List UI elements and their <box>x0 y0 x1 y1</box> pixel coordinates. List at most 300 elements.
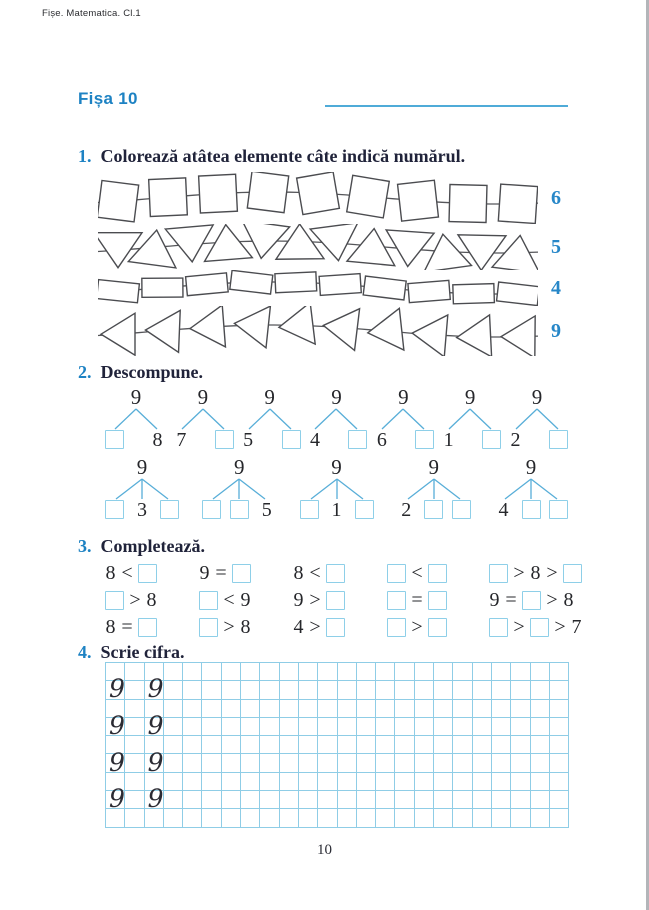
grid-cell[interactable] <box>202 754 221 772</box>
operator: > <box>129 589 141 611</box>
grid-cell[interactable] <box>357 754 376 772</box>
grid-cell[interactable] <box>473 700 492 718</box>
grid-cell[interactable] <box>492 663 511 681</box>
grid-cell[interactable] <box>511 663 530 681</box>
grid-cell[interactable] <box>241 754 260 772</box>
grid-cell[interactable] <box>338 736 357 754</box>
answer-box[interactable] <box>489 618 508 637</box>
grid-cell[interactable] <box>280 754 299 772</box>
grid-cell[interactable] <box>260 718 279 736</box>
rectangle-shape[interactable] <box>408 280 450 302</box>
grid-cell[interactable] <box>531 681 550 699</box>
grid-cell[interactable] <box>183 809 202 827</box>
answer-box[interactable] <box>105 500 124 519</box>
grid-cell[interactable] <box>473 754 492 772</box>
grid-cell[interactable] <box>415 736 434 754</box>
grid-cell[interactable] <box>395 718 414 736</box>
grid-cell[interactable] <box>280 681 299 699</box>
grid-cell[interactable] <box>453 700 472 718</box>
grid-cell[interactable] <box>550 791 569 809</box>
grid-cell[interactable] <box>299 736 318 754</box>
grid-cell[interactable] <box>492 773 511 791</box>
operator: < <box>309 562 321 584</box>
tree-children <box>105 430 167 452</box>
grid-cell[interactable] <box>299 700 318 718</box>
exercise2-title-text: Descompune. <box>100 362 203 382</box>
given-number: 9 <box>489 589 500 611</box>
grid-cell[interactable] <box>395 754 414 772</box>
given-number: 3 <box>137 499 147 521</box>
grid-cell[interactable] <box>376 736 395 754</box>
decomposition-tree <box>105 456 179 522</box>
grid-cell[interactable] <box>550 809 569 827</box>
grid-cell[interactable] <box>376 681 395 699</box>
answer-box[interactable] <box>428 564 447 583</box>
answer-box[interactable] <box>415 430 434 449</box>
operator: = <box>121 616 133 638</box>
grid-cell[interactable] <box>318 700 337 718</box>
answer-box[interactable] <box>387 591 406 610</box>
answer-box[interactable] <box>138 618 157 637</box>
grid-cell[interactable] <box>531 809 550 827</box>
grid-cell[interactable] <box>260 681 279 699</box>
rectangle-shape[interactable] <box>453 284 495 304</box>
triangle-left-shape[interactable] <box>145 309 181 352</box>
grid-cell[interactable] <box>511 681 530 699</box>
grid-cell[interactable] <box>473 663 492 681</box>
given-number: 9 <box>240 589 251 611</box>
rectangle-shape[interactable] <box>186 273 229 296</box>
grid-cell[interactable] <box>531 773 550 791</box>
grid-cell[interactable] <box>376 700 395 718</box>
answer-box[interactable] <box>387 564 406 583</box>
grid-cell[interactable] <box>222 754 241 772</box>
grid-cell[interactable] <box>125 736 144 754</box>
answer-box[interactable] <box>530 618 549 637</box>
grid-cell[interactable] <box>241 681 260 699</box>
grid-cell[interactable] <box>434 718 453 736</box>
tree-branches-icon <box>439 408 501 430</box>
grid-cell[interactable] <box>492 718 511 736</box>
answer-box[interactable] <box>282 430 301 449</box>
grid-cell[interactable] <box>299 663 318 681</box>
grid-cell[interactable] <box>125 681 144 699</box>
answer-box[interactable] <box>482 430 501 449</box>
grid-cell[interactable] <box>338 681 357 699</box>
grid-cell[interactable] <box>222 736 241 754</box>
grid-cell[interactable] <box>241 718 260 736</box>
grid-cell[interactable] <box>453 773 472 791</box>
grid-cell[interactable] <box>415 773 434 791</box>
grid-cell[interactable] <box>550 773 569 791</box>
grid-cell[interactable] <box>202 718 221 736</box>
answer-box[interactable] <box>105 591 124 610</box>
grid-cell[interactable] <box>550 736 569 754</box>
grid-cell[interactable] <box>260 773 279 791</box>
triangle-left-shape[interactable] <box>366 308 404 353</box>
square-shape[interactable] <box>98 181 139 222</box>
grid-cell[interactable] <box>202 700 221 718</box>
decomposition-tree <box>397 456 471 522</box>
grid-cell[interactable] <box>241 809 260 827</box>
square-shape[interactable] <box>347 175 390 218</box>
answer-box[interactable] <box>348 430 367 449</box>
grid-cell[interactable] <box>338 791 357 809</box>
grid-cell[interactable] <box>550 718 569 736</box>
grid-cell[interactable] <box>376 754 395 772</box>
grid-cell[interactable] <box>241 736 260 754</box>
grid-cell[interactable] <box>318 681 337 699</box>
grid-cell[interactable] <box>338 754 357 772</box>
grid-cell[interactable] <box>473 681 492 699</box>
grid-cell[interactable] <box>164 663 183 681</box>
grid-cell[interactable] <box>183 773 202 791</box>
grid-cell[interactable] <box>531 791 550 809</box>
grid-cell[interactable] <box>164 754 183 772</box>
grid-cell[interactable] <box>299 681 318 699</box>
grid-cell[interactable] <box>492 809 511 827</box>
grid-cell[interactable] <box>357 663 376 681</box>
grid-cell[interactable] <box>280 773 299 791</box>
tree-top-number: 9 <box>331 455 342 479</box>
grid-cell[interactable] <box>434 791 453 809</box>
grid-cell[interactable] <box>164 791 183 809</box>
grid-cell[interactable] <box>550 700 569 718</box>
grid-cell[interactable] <box>318 718 337 736</box>
grid-cell[interactable] <box>395 700 414 718</box>
tree-branches-icon <box>494 478 568 500</box>
grid-cell[interactable] <box>376 791 395 809</box>
grid-cell[interactable] <box>376 773 395 791</box>
grid-cell[interactable] <box>453 736 472 754</box>
grid-cell[interactable] <box>531 718 550 736</box>
grid-cell[interactable] <box>299 718 318 736</box>
grid-cell[interactable] <box>415 663 434 681</box>
grid-cell[interactable] <box>299 754 318 772</box>
grid-cell[interactable] <box>164 736 183 754</box>
answer-box[interactable] <box>138 564 157 583</box>
page-number: 10 <box>317 842 332 858</box>
grid-cell[interactable] <box>376 718 395 736</box>
grid-cell[interactable] <box>183 736 202 754</box>
shape-chain-square <box>98 172 538 224</box>
tree-children <box>506 430 568 452</box>
grid-cell[interactable] <box>357 736 376 754</box>
answer-box[interactable] <box>563 564 582 583</box>
answer-box[interactable] <box>199 618 218 637</box>
grid-cell[interactable] <box>357 791 376 809</box>
grid-cell[interactable] <box>357 700 376 718</box>
chain-row-triangle-left <box>98 306 574 356</box>
grid-cell[interactable] <box>511 809 530 827</box>
grid-cell[interactable] <box>492 681 511 699</box>
grid-cell[interactable] <box>531 663 550 681</box>
answer-box[interactable] <box>326 591 345 610</box>
grid-cell[interactable] <box>125 718 144 736</box>
grid-cell[interactable] <box>511 718 530 736</box>
comparison-item <box>105 560 157 587</box>
tree-branches-icon <box>372 408 434 430</box>
answer-box[interactable] <box>105 430 124 449</box>
grid-cell[interactable] <box>318 773 337 791</box>
comparison-column <box>387 560 447 641</box>
grid-cell[interactable] <box>338 773 357 791</box>
triangle-left-shape[interactable] <box>321 306 360 350</box>
grid-cell[interactable] <box>164 773 183 791</box>
answer-box[interactable] <box>326 564 345 583</box>
grid-cell[interactable] <box>183 700 202 718</box>
grid-cell[interactable] <box>222 700 241 718</box>
grid-cell[interactable] <box>376 809 395 827</box>
comparison-column <box>293 560 345 641</box>
tree-top-number: 9 <box>398 385 409 409</box>
grid-cell[interactable] <box>318 754 337 772</box>
grid-cell[interactable] <box>338 809 357 827</box>
grid-cell[interactable] <box>241 791 260 809</box>
grid-cell[interactable] <box>338 700 357 718</box>
grid-cell[interactable] <box>260 663 279 681</box>
grid-cell[interactable] <box>531 700 550 718</box>
grid-cell[interactable] <box>202 791 221 809</box>
grid-cell[interactable] <box>415 809 434 827</box>
grid-cell[interactable] <box>395 681 414 699</box>
model-digit: 9 <box>147 747 164 777</box>
grid-cell[interactable] <box>415 718 434 736</box>
grid-cell[interactable] <box>338 663 357 681</box>
grid-cell[interactable] <box>280 736 299 754</box>
comparison-item <box>387 560 447 587</box>
grid-cell[interactable] <box>260 736 279 754</box>
given-number: 8 <box>152 429 163 451</box>
grid-cell[interactable] <box>125 663 144 681</box>
grid-cell[interactable] <box>434 773 453 791</box>
grid-cell[interactable] <box>550 681 569 699</box>
exercise1-number: 1. <box>78 146 92 166</box>
grid-cell[interactable] <box>299 791 318 809</box>
grid-cell[interactable] <box>453 809 472 827</box>
square-shape[interactable] <box>247 172 288 213</box>
grid-cell[interactable] <box>453 754 472 772</box>
grid-cell[interactable] <box>318 736 337 754</box>
grid-cell[interactable] <box>492 754 511 772</box>
operator: = <box>215 562 227 584</box>
grid-cell[interactable] <box>241 700 260 718</box>
rectangle-shape[interactable] <box>275 272 317 293</box>
grid-cell[interactable] <box>338 718 357 736</box>
grid-cell[interactable] <box>222 809 241 827</box>
grid-cell[interactable] <box>415 754 434 772</box>
rectangle-shape[interactable] <box>319 274 361 296</box>
grid-cell[interactable] <box>280 809 299 827</box>
grid-cell[interactable] <box>453 791 472 809</box>
grid-cell[interactable] <box>222 773 241 791</box>
grid-cell[interactable] <box>164 809 183 827</box>
grid-cell[interactable] <box>299 809 318 827</box>
grid-cell[interactable] <box>395 736 414 754</box>
grid-cell[interactable] <box>280 791 299 809</box>
grid-cell[interactable] <box>357 809 376 827</box>
answer-box[interactable] <box>355 500 374 519</box>
grid-cell[interactable] <box>222 663 241 681</box>
triangle-left-shape[interactable] <box>188 306 225 350</box>
grid-cell[interactable] <box>260 700 279 718</box>
grid-cell[interactable] <box>492 700 511 718</box>
answer-box[interactable] <box>202 500 221 519</box>
grid-cell[interactable] <box>318 791 337 809</box>
grid-cell[interactable] <box>357 681 376 699</box>
answer-box[interactable] <box>387 618 406 637</box>
square-shape[interactable] <box>297 172 340 215</box>
grid-cell[interactable] <box>318 663 337 681</box>
answer-box[interactable] <box>199 591 218 610</box>
given-number: 8 <box>240 616 251 638</box>
grid-cell[interactable] <box>473 773 492 791</box>
grid-cell[interactable] <box>183 681 202 699</box>
rectangle-shape[interactable] <box>98 280 139 303</box>
given-number: 6 <box>376 429 387 451</box>
grid-cell[interactable] <box>260 754 279 772</box>
answer-box[interactable] <box>232 564 251 583</box>
grid-cell[interactable] <box>492 791 511 809</box>
grid-cell[interactable] <box>202 736 221 754</box>
grid-cell[interactable] <box>125 773 144 791</box>
answer-box[interactable] <box>489 564 508 583</box>
grid-cell[interactable] <box>125 791 144 809</box>
grid-cell[interactable] <box>164 681 183 699</box>
grid-cell[interactable] <box>183 791 202 809</box>
answer-box[interactable] <box>326 618 345 637</box>
grid-cell[interactable] <box>164 718 183 736</box>
square-shape[interactable] <box>449 185 487 223</box>
square-shape[interactable] <box>398 180 439 221</box>
grid-cell[interactable] <box>183 754 202 772</box>
grid-cell[interactable] <box>511 736 530 754</box>
grid-cell[interactable] <box>376 663 395 681</box>
grid-cell[interactable] <box>280 700 299 718</box>
grid-cell[interactable] <box>222 681 241 699</box>
square-shape[interactable] <box>149 178 188 217</box>
triangle-left-shape[interactable] <box>456 315 492 356</box>
chain-row-rectangle <box>98 270 574 306</box>
rectangle-shape[interactable] <box>363 276 406 300</box>
grid-cell[interactable] <box>473 791 492 809</box>
grid-cell[interactable] <box>183 718 202 736</box>
answer-box[interactable] <box>522 500 541 519</box>
triangle-left-shape[interactable] <box>101 313 135 355</box>
grid-cell[interactable] <box>164 700 183 718</box>
rectangle-shape[interactable] <box>497 282 538 306</box>
triangle-left-shape[interactable] <box>501 316 535 356</box>
rectangle-shape[interactable] <box>142 278 183 297</box>
grid-cell[interactable] <box>492 736 511 754</box>
grid-cell[interactable] <box>473 736 492 754</box>
grid-cell[interactable] <box>395 791 414 809</box>
grid-cell[interactable] <box>434 809 453 827</box>
grid-cell[interactable] <box>415 791 434 809</box>
grid-cell[interactable] <box>241 663 260 681</box>
grid-cell[interactable] <box>434 736 453 754</box>
grid-cell[interactable] <box>280 718 299 736</box>
rectangle-shape[interactable] <box>230 270 273 294</box>
grid-cell[interactable] <box>531 754 550 772</box>
answer-box[interactable] <box>215 430 234 449</box>
grid-cell[interactable] <box>318 809 337 827</box>
answer-box[interactable] <box>549 500 568 519</box>
grid-cell[interactable] <box>125 809 144 827</box>
answer-box[interactable] <box>160 500 179 519</box>
grid-cell[interactable] <box>299 773 318 791</box>
grid-cell[interactable] <box>473 809 492 827</box>
grid-cell[interactable] <box>280 663 299 681</box>
grid-cell[interactable] <box>453 681 472 699</box>
grid-cell[interactable] <box>241 773 260 791</box>
answer-box[interactable] <box>452 500 471 519</box>
grid-cell[interactable] <box>357 773 376 791</box>
triangle-left-shape[interactable] <box>276 306 315 348</box>
grid-cell[interactable] <box>434 663 453 681</box>
grid-cell[interactable] <box>434 700 453 718</box>
answer-box[interactable] <box>300 500 319 519</box>
grid-cell[interactable] <box>125 754 144 772</box>
grid-cell[interactable] <box>415 681 434 699</box>
grid-cell[interactable] <box>511 791 530 809</box>
grid-cell[interactable] <box>550 754 569 772</box>
grid-cell[interactable] <box>434 681 453 699</box>
exercise1-title-text: Colorează atâtea elemente câte indică numărul. <box>100 146 466 166</box>
given-number: 2 <box>401 499 412 521</box>
triangle-left-shape[interactable] <box>232 306 270 348</box>
grid-cell[interactable] <box>260 809 279 827</box>
grid-cell[interactable] <box>202 809 221 827</box>
given-number: 9 <box>199 562 210 584</box>
grid-cell[interactable] <box>222 718 241 736</box>
grid-cell[interactable] <box>202 681 221 699</box>
grid-cell[interactable] <box>357 718 376 736</box>
answer-box[interactable] <box>230 500 249 519</box>
grid-cell[interactable] <box>511 754 530 772</box>
grid-cell[interactable] <box>260 791 279 809</box>
answer-box[interactable] <box>424 500 443 519</box>
grid-cell[interactable] <box>202 773 221 791</box>
answer-box[interactable] <box>522 591 541 610</box>
square-shape[interactable] <box>199 174 238 213</box>
operator: < <box>223 589 235 611</box>
square-shape[interactable] <box>498 184 537 223</box>
answer-box[interactable] <box>428 618 447 637</box>
grid-cell[interactable] <box>125 700 144 718</box>
grid-cell[interactable] <box>395 663 414 681</box>
grid-cell[interactable] <box>511 773 530 791</box>
triangle-left-shape[interactable] <box>410 312 447 356</box>
grid-cell[interactable] <box>531 736 550 754</box>
grid-cell[interactable] <box>395 773 414 791</box>
grid-cell[interactable] <box>434 754 453 772</box>
answer-box[interactable] <box>549 430 568 449</box>
decomposition-tree <box>506 386 568 452</box>
grid-cell[interactable] <box>473 718 492 736</box>
grid-cell[interactable] <box>222 791 241 809</box>
answer-box[interactable] <box>428 591 447 610</box>
grid-cell[interactable] <box>453 718 472 736</box>
grid-cell[interactable] <box>202 663 221 681</box>
grid-cell[interactable] <box>183 663 202 681</box>
grid-cell[interactable] <box>453 663 472 681</box>
grid-cell[interactable] <box>395 809 414 827</box>
given-number: 5 <box>261 499 272 521</box>
grid-cell[interactable] <box>511 700 530 718</box>
grid-cell[interactable] <box>415 700 434 718</box>
grid-cell[interactable] <box>550 663 569 681</box>
